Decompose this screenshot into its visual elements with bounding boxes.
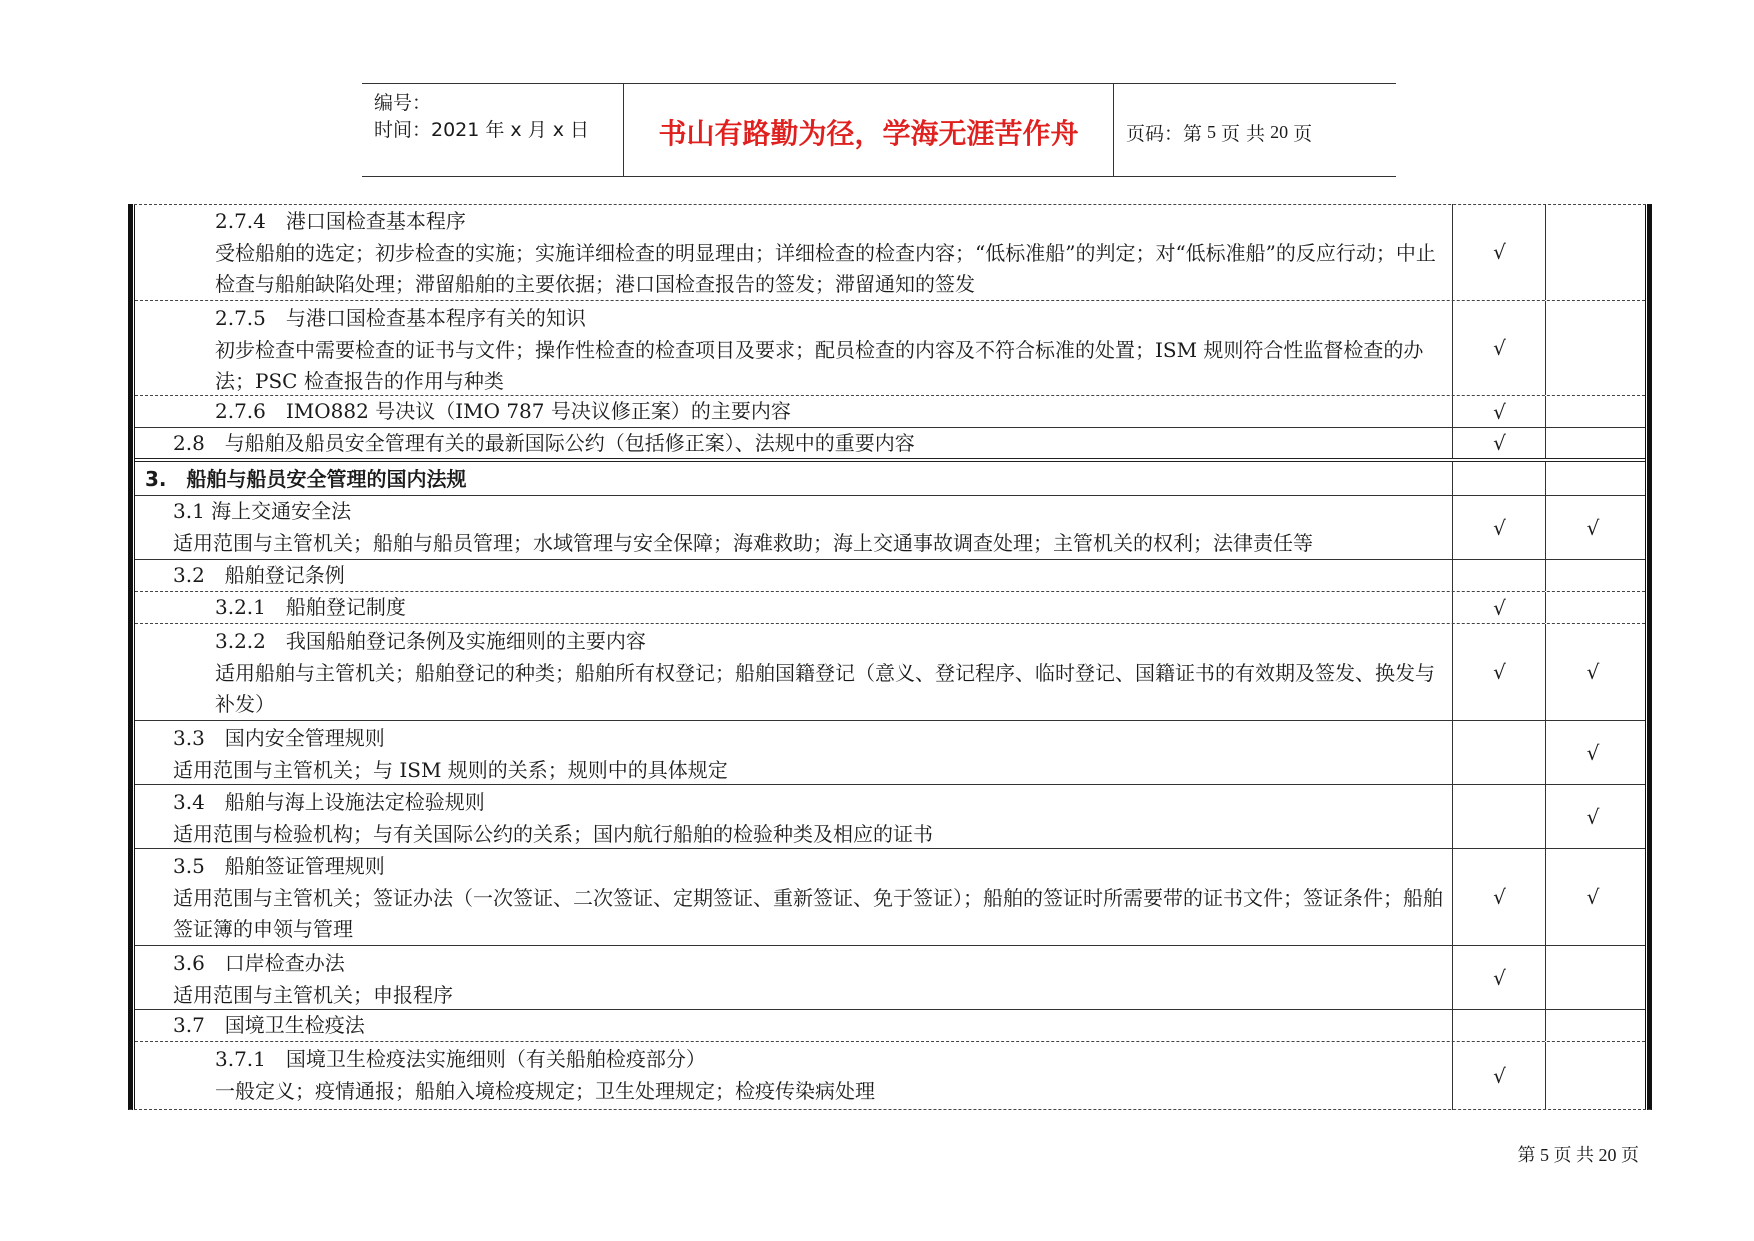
page-current: 5	[1207, 121, 1217, 142]
row-detail: 适用范围与主管机关；申报程序	[173, 982, 453, 1007]
table-row	[135, 496, 1645, 560]
row-text	[135, 785, 1452, 848]
table-row	[135, 560, 1645, 592]
table-row	[135, 785, 1645, 849]
section-heading: 3. 船舶与船员安全管理的国内法规	[145, 467, 467, 491]
row-detail: 适用船舶与主管机关；船舶登记的种类；船舶所有权登记；船舶国籍登记（意义、登记程序、临时登记、国籍证书的有效期及签发、换发与补发）	[215, 660, 1435, 716]
table-row	[135, 462, 1645, 496]
row-text	[135, 462, 1452, 495]
check-col1: √	[1452, 624, 1546, 720]
table-right-border	[1648, 204, 1652, 1110]
row-text	[135, 624, 1452, 720]
table-row	[135, 624, 1645, 721]
row-heading: 3.2.1 船舶登记制度	[215, 595, 406, 619]
row-text	[135, 946, 1452, 1009]
check-col1: √	[1452, 301, 1546, 395]
check-col1	[1452, 721, 1546, 784]
page-total: 20	[1270, 121, 1289, 142]
footer-prefix: 第	[1517, 1145, 1536, 1165]
table-row	[135, 1042, 1645, 1110]
row-text	[135, 592, 1452, 623]
row-text	[135, 1042, 1452, 1110]
check-col2	[1545, 592, 1640, 623]
row-text	[135, 428, 1452, 458]
row-detail: 适用范围与主管机关；与 ISM 规则的关系；规则中的具体规定	[173, 757, 728, 782]
page-footer	[1518, 1141, 1640, 1167]
row-detail: 受检船舶的选定；初步检查的实施；实施详细检查的明显理由；详细检查的检查内容；“低标准船”的判定；对“低标准船”的反应行动；中止检查与船舶缺陷处理；滞留船舶的主要依据；港口国检查报告的签发；滞留通知的签发	[215, 240, 1436, 296]
row-heading: 3.7 国境卫生检疫法	[173, 1013, 365, 1037]
check-col1: √	[1452, 428, 1546, 458]
check-col1: √	[1452, 496, 1546, 559]
check-col2	[1545, 204, 1640, 300]
row-text	[135, 1010, 1452, 1041]
check-col2	[1545, 428, 1640, 458]
row-text	[135, 301, 1452, 395]
row-detail: 适用范围与主管机关；签证办法（一次签证、二次签证、定期签证、重新签证、免于签证）；船舶的签证时所需要带的证书文件；签证条件；船舶签证簿的申领与管理	[173, 885, 1443, 941]
row-text	[135, 721, 1452, 784]
footer-current: 5	[1540, 1145, 1549, 1165]
table-left-border	[128, 204, 132, 1110]
header-motto: 书山有路勤为径，学海无涯苦作舟	[624, 84, 1114, 176]
check-col1: √	[1452, 592, 1546, 623]
check-col1	[1452, 462, 1546, 495]
check-col2	[1545, 301, 1640, 395]
check-col2	[1545, 462, 1640, 495]
table-row	[135, 301, 1645, 396]
row-heading: 2.7.6 IMO882 号决议（IMO 787 号决议修正案）的主要内容	[215, 399, 791, 423]
row-heading: 3.2.2 我国船舶登记条例及实施细则的主要内容	[215, 629, 646, 653]
header-page-info	[1114, 84, 1396, 176]
row-detail: 初步检查中需要检查的证书与文件；操作性检查的检查项目及要求；配员检查的内容及不符合标准的处置；ISM 规则符合性监督检查的办法；PSC 检查报告的作用与种类	[215, 337, 1424, 393]
table-row	[135, 1010, 1645, 1042]
row-detail: 一般定义；疫情通报；船舶入境检疫规定；卫生处理规定；检疫传染病处理	[215, 1078, 875, 1103]
check-col2	[1545, 1010, 1640, 1041]
check-col2: √	[1545, 624, 1640, 720]
check-col2: √	[1545, 496, 1640, 559]
page-mid: 页 共	[1221, 122, 1266, 145]
table-row	[135, 428, 1645, 462]
header-meta	[362, 84, 624, 176]
check-col2: √	[1545, 785, 1640, 848]
row-text	[135, 849, 1452, 945]
row-text	[135, 560, 1452, 591]
row-heading: 3.4 船舶与海上设施法定检验规则	[173, 790, 485, 814]
row-heading: 3.3 国内安全管理规则	[173, 726, 385, 750]
footer-mid: 页 共	[1553, 1145, 1594, 1165]
check-col1: √	[1452, 1042, 1546, 1110]
row-detail: 适用范围与检验机构；与有关国际公约的关系；国内航行船舶的检验种类及相应的证书	[173, 821, 933, 846]
number-label: 编号：	[374, 92, 432, 114]
check-col1: √	[1452, 396, 1546, 427]
page-prefix: 页码：第	[1126, 122, 1203, 145]
check-col2: √	[1545, 849, 1640, 945]
footer-suffix: 页	[1621, 1145, 1639, 1165]
page-header	[362, 83, 1396, 177]
row-heading: 3.5 船舶签证管理规则	[173, 854, 385, 878]
table-row	[135, 592, 1645, 624]
row-heading: 3.6 口岸检查办法	[173, 951, 345, 975]
table-row	[135, 396, 1645, 428]
date-label: 时间：2021 年 x 月 x 日	[374, 119, 590, 141]
check-col2	[1545, 560, 1640, 591]
row-heading: 3.1 海上交通安全法	[173, 499, 352, 523]
check-col1	[1452, 560, 1546, 591]
check-col1: √	[1452, 849, 1546, 945]
check-col1: √	[1452, 204, 1546, 300]
row-heading: 2.7.4 港口国检查基本程序	[215, 209, 466, 233]
check-col2	[1545, 1042, 1640, 1110]
check-col2: √	[1545, 721, 1640, 784]
row-text	[135, 396, 1452, 427]
check-col1	[1452, 785, 1546, 848]
row-heading: 3.2 船舶登记条例	[173, 563, 345, 587]
check-col2	[1545, 946, 1640, 1009]
check-col1: √	[1452, 946, 1546, 1009]
table-row	[135, 204, 1645, 301]
syllabus-table	[132, 204, 1648, 1110]
row-heading: 2.8 与船舶及船员安全管理有关的最新国际公约（包括修正案）、法规中的重要内容	[173, 431, 915, 455]
table-row	[135, 849, 1645, 946]
check-col1	[1452, 1010, 1546, 1041]
row-heading: 2.7.5 与港口国检查基本程序有关的知识	[215, 306, 586, 330]
table-row	[135, 946, 1645, 1010]
table-row	[135, 721, 1645, 785]
page-suffix: 页	[1293, 122, 1313, 145]
row-detail: 适用范围与主管机关；船舶与船员管理；水域管理与安全保障；海难救助；海上交通事故调查处理；主管机关的权利；法律责任等	[173, 530, 1313, 555]
row-text	[135, 496, 1452, 559]
row-text	[135, 204, 1452, 300]
footer-total: 20	[1598, 1145, 1617, 1165]
check-col2	[1545, 396, 1640, 427]
row-heading: 3.7.1 国境卫生检疫法实施细则（有关船舶检疫部分）	[215, 1047, 706, 1071]
